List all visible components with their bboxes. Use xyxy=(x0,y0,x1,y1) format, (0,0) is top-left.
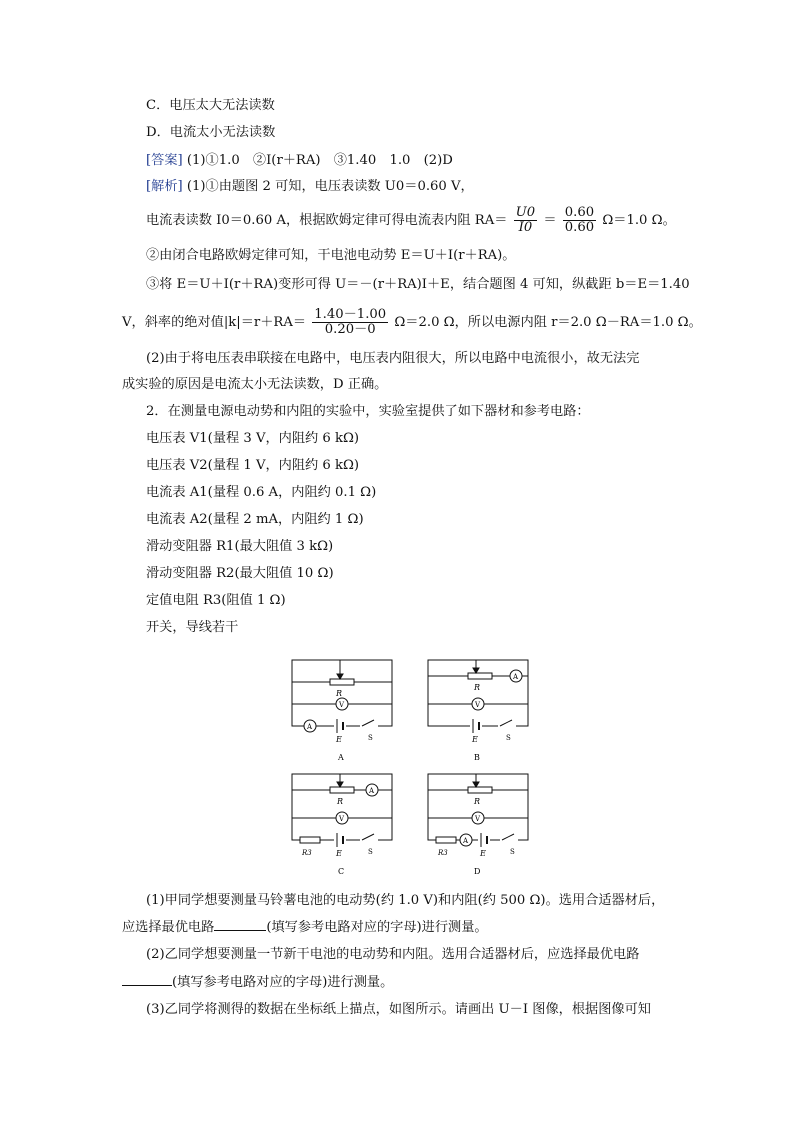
circuit-b-A: A xyxy=(513,673,519,681)
circuit-c-label: C xyxy=(338,867,345,876)
circuit-c-E: E xyxy=(336,849,342,858)
circuit-a-R: R xyxy=(336,689,343,698)
fraction-denominator: I0 xyxy=(518,220,533,235)
circuit-a-E: E xyxy=(336,735,342,744)
analysis-line-6: (2)由于将电压表串联接在电路中，电压表内阻很大，所以电路中电流很小，故无法完 xyxy=(146,351,640,366)
circuit-d-E: E xyxy=(480,849,486,858)
fraction-values xyxy=(563,206,596,235)
analysis-line-5 xyxy=(122,308,702,337)
analysis-text-1: (1)①由题图 2 可知，电压表读数 U0＝0.60 V， xyxy=(186,179,474,194)
circuit-c-V: V xyxy=(339,815,345,823)
part-3-line-1: (3)乙同学将测得的数据在坐标纸上描点，如图所示。请画出 U－I 图像，根据图像可知 xyxy=(146,1002,651,1017)
equals-sign: ＝ xyxy=(543,213,557,228)
circuit-d xyxy=(428,774,528,847)
circuit-d-R: R xyxy=(474,797,481,806)
circuit-c-R3: R3 xyxy=(302,849,312,857)
equipment-7: 定值电阻 R3(阻值 1 Ω) xyxy=(146,593,286,608)
equipment-3: 电流表 A1(量程 0.6 A，内阻约 0.1 Ω) xyxy=(146,485,377,500)
fraction-denominator: 0.60 xyxy=(564,220,595,235)
circuit-d-label: D xyxy=(474,867,481,876)
part-1-text-c: (填写参考电路对应的字母)进行测量。 xyxy=(266,920,488,935)
circuit-b-E: E xyxy=(472,735,478,744)
analysis-text-2a: 电流表读数 I0＝0.60 A，根据欧姆定律可得电流表内阻 RA＝ xyxy=(146,213,508,228)
circuit-b-label: B xyxy=(474,753,480,762)
circuit-d-A: A xyxy=(463,837,469,845)
fraction-u0-i0 xyxy=(514,206,538,235)
analysis-text-2b: Ω＝1.0 Ω。 xyxy=(602,213,676,228)
equipment-2: 电压表 V2(量程 1 V，内阻约 6 kΩ) xyxy=(146,458,360,473)
circuit-a-S: S xyxy=(368,734,373,742)
analysis-line-7: 成实验的原因是电流太小无法读数，D 正确。 xyxy=(122,377,388,392)
fraction-numerator: 1.40－1.00 xyxy=(314,307,387,322)
circuit-b-S: S xyxy=(506,734,511,742)
option-d: D．电流太小无法读数 xyxy=(146,125,276,140)
circuit-d-V: V xyxy=(475,815,481,823)
circuit-b-V: V xyxy=(475,701,481,709)
circuit-c-A: A xyxy=(369,787,375,795)
option-c: C．电压太大无法读数 xyxy=(146,98,275,113)
part-2-line-1: (2)乙同学想要测量一节新干电池的电动势和内阻。选用合适器材后，应选择最优电路 xyxy=(146,947,640,962)
fraction-numerator: 0.60 xyxy=(564,205,595,220)
part-1-line-2 xyxy=(122,918,488,937)
circuit-c-R: R xyxy=(337,797,344,806)
answer-blank-2[interactable] xyxy=(122,973,172,986)
equipment-8: 开关，导线若干 xyxy=(146,620,239,635)
fraction-numerator: U0 xyxy=(515,205,536,220)
circuit-a-label: A xyxy=(338,753,344,762)
circuit-b xyxy=(428,660,528,733)
circuit-d-S: S xyxy=(510,848,515,856)
equipment-1: 电压表 V1(量程 3 V，内阻约 6 kΩ) xyxy=(146,431,360,446)
answer-text: (1)①1.0 ②I(r＋RA) ③1.40 1.0 (2)D xyxy=(186,153,453,168)
equipment-6: 滑动变阻器 R2(最大阻值 10 Ω) xyxy=(146,566,334,581)
circuit-a-V: V xyxy=(339,701,345,709)
circuit-c xyxy=(292,774,392,847)
fraction-slope xyxy=(312,308,388,337)
equipment-5: 滑动变阻器 R1(最大阻值 3 kΩ) xyxy=(146,539,334,554)
analysis-line-2 xyxy=(146,206,676,235)
part-2-line-2 xyxy=(122,973,393,992)
part-1-text-b: 应选择最优电路 xyxy=(122,920,215,935)
analysis-text-5a: V，斜率的绝对值|k|＝r＋RA＝ xyxy=(122,315,307,330)
part-1-line-1: (1)甲同学想要测量马铃薯电池的电动势(约 1.0 V)和内阻(约 500 Ω)。选用合适器材后， xyxy=(146,893,665,908)
circuit-c-S: S xyxy=(368,848,373,856)
circuit-a-A: A xyxy=(307,723,313,731)
circuit-diagrams xyxy=(280,650,550,880)
answer-line xyxy=(146,152,453,170)
answer-blank-1[interactable] xyxy=(214,918,266,931)
analysis-text-5b: Ω＝2.0 Ω，所以电源内阻 r＝2.0 Ω－RA＝1.0 Ω。 xyxy=(394,315,702,330)
equipment-4: 电流表 A2(量程 2 mA，内阻约 1 Ω) xyxy=(146,512,364,527)
analysis-line-4: ③将 E＝U＋I(r＋RA)变形可得 U＝－(r＋RA)I＋E，结合题图 4 可知，纵截距 b＝E＝1.40 xyxy=(146,277,690,292)
analysis-line-1 xyxy=(146,178,474,196)
fraction-denominator: 0.20－0 xyxy=(324,322,376,337)
analysis-label: [解析] xyxy=(146,179,183,194)
answer-label: [答案] xyxy=(146,153,183,168)
circuit-d-R3: R3 xyxy=(438,849,448,857)
question-2: 2．在测量电源电动势和内阻的实验中，实验室提供了如下器材和参考电路： xyxy=(146,404,590,419)
circuit-b-R: R xyxy=(474,683,481,692)
analysis-line-3: ②由闭合电路欧姆定律可知，干电池电动势 E＝U＋I(r＋RA)。 xyxy=(146,248,516,263)
part-2-text-b: (填写参考电路对应的字母)进行测量。 xyxy=(172,975,394,990)
